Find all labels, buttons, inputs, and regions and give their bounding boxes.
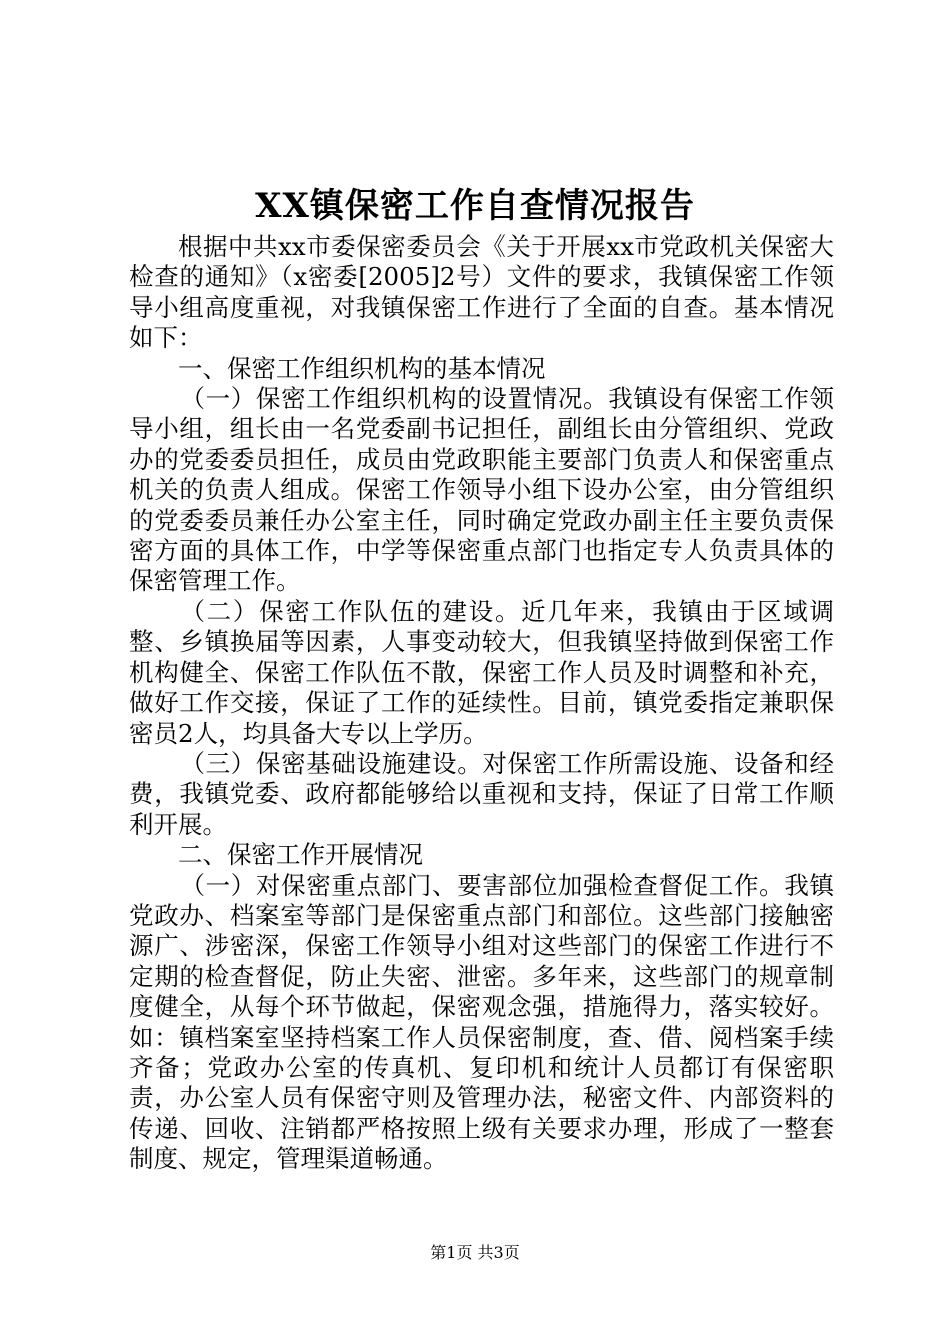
paragraph-section-2-item-1: （一）对保密重点部门、要害部位加强检查督促工作。我镇党政办、档案室等部门是保密重点部门和部位。这些部门接触密源广、涉密深，保密工作领导小组对这些部门的保密工作进行不定期的检查督促，防止失密、泄密。多年来，这些部门的规章制度健全，从每个环节做起，保密观念强，措施得力，落实较好。如：镇档案室坚持档案工作人员保密制度，查、借、阅档案手续齐备；党政办公室的传真机、复印机和统计人员都订有保密职责，办公室人员有保密守则及管理办法，秘密文件、内部资料的传递、回收、注销都严格按照上级有关要求办理，形成了一整套制度、规定，管理渠道畅通。 bbox=[129, 870, 834, 1174]
paragraph-section-1-item-3: （三）保密基础设施建设。对保密工作所需设施、设备和经费，我镇党委、政府都能够给以重视和支持，保证了日常工作顺利开展。 bbox=[129, 748, 834, 839]
section-heading-1: 一、保密工作组织机构的基本情况 bbox=[178, 353, 546, 383]
document-body bbox=[129, 232, 834, 1175]
paragraph-intro: 根据中共xx市委保密委员会《关于开展xx市党政机关保密大检查的通知》（x密委[2005]2号）文件的要求，我镇保密工作领导小组高度重视，对我镇保密工作进行了全面的自查。基本情况如下： bbox=[129, 232, 834, 353]
paragraph-section-1-item-2: （二）保密工作队伍的建设。近几年来，我镇由于区域调整、乡镇换届等因素，人事变动较大，但我镇坚持做到保密工作机构健全、保密工作队伍不散，保密工作人员及时调整和补充，做好工作交接，保证了工作的延续性。目前，镇党委指定兼职保密员2人，均具备大专以上学历。 bbox=[129, 596, 834, 748]
document-title: XX镇保密工作自查情况报告 bbox=[255, 186, 695, 226]
section-heading-2: 二、保密工作开展情况 bbox=[178, 840, 423, 870]
page-footer: 第1页 共3页 bbox=[430, 1243, 520, 1262]
paragraph-section-1-item-1: （一）保密工作组织机构的设置情况。我镇设有保密工作领导小组，组长由一名党委副书记担任，副组长由分管组织、党政办的党委委员担任，成员由党政职能主要部门负责人和保密重点机关的负责人组成。保密工作领导小组下设办公室，由分管组织的党委委员兼任办公室主任，同时确定党政办副主任主要负责保密方面的具体工作，中学等保密重点部门也指定专人负责具体的保密管理工作。 bbox=[129, 384, 834, 596]
